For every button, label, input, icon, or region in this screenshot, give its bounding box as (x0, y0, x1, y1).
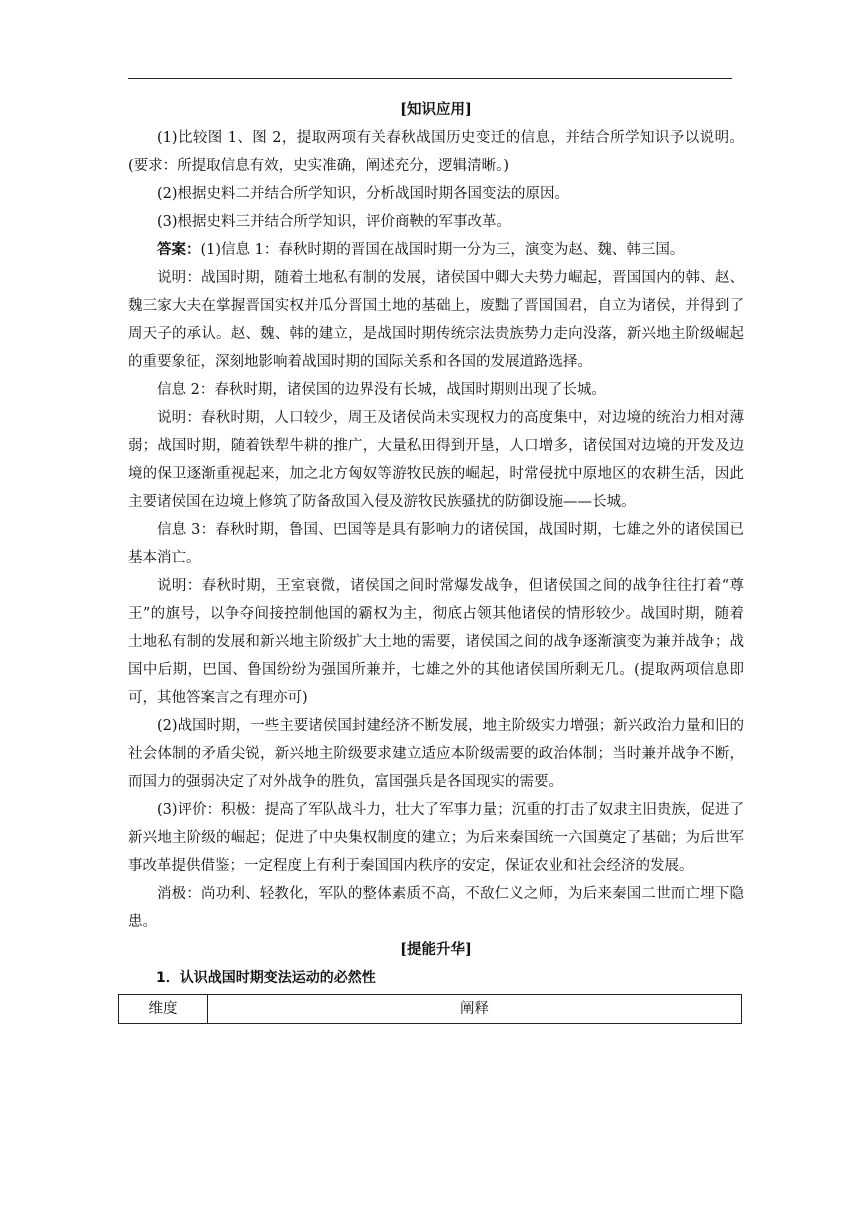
table-header-row (119, 995, 742, 1024)
question-2: (2)根据史料二并结合所学知识，分析战国时期各国变法的原因。 (157, 186, 570, 202)
answer-info-1 (128, 236, 744, 264)
question-3: (3)根据史料三并结合所学知识，评价商鞅的军事改革。 (157, 214, 512, 230)
dimension-table (118, 994, 742, 1024)
subheading-1: 1．认识战国时期变法运动的必然性 (156, 970, 376, 986)
section-heading-knowledge-application: [知识应用] (400, 101, 472, 118)
answer-info-1-text: (1)信息 1：春秋时期的晋国在战国时期一分为三，演变为赵、魏、韩三国。 (200, 242, 685, 258)
table-header-dimension: 维度 (119, 995, 208, 1024)
explanation-1: 说明：战国时期，随着土地私有制的发展，诸侯国中卿大夫势力崛起，晋国国内的韩、赵、魏三家大夫在掌握晋国实权并瓜分晋国土地的基础上，废黜了晋国国君，自立为诸侯，并得到了周天子的承认。赵、魏、韩的建立，是战国时期传统宗法贵族势力走向没落，新兴地主阶级崛起的重要象征，深刻地影响着战国时期的国际关系和各国的发展道路选择。 (128, 270, 744, 370)
answer-3-positive: (3)评价：积极：提高了军队战斗力，壮大了军事力量；沉重的打击了奴隶主旧贵族，促进了新兴地主阶级的崛起；促进了中央集权制度的建立；为后来秦国统一六国奠定了基础；为后世军事改革提供借鉴；一定程度上有利于秦国国内秩序的安定，保证农业和社会经济的发展。 (128, 802, 744, 874)
section-heading-ability-improvement: [提能升华] (400, 941, 472, 958)
table-header-explanation: 阐释 (208, 995, 742, 1024)
answer-label: 答案： (157, 241, 201, 258)
question-1: (1)比较图 1、图 2，提取两项有关春秋战国历史变迁的信息，并结合所学知识予以说明。(要求：所提取信息有效，史实准确，阐述充分，逻辑清晰。) (128, 130, 744, 174)
page-content (128, 96, 744, 1024)
answer-3-negative: 消极：尚功利、轻教化，军队的整体素质不高，不敌仁义之师，为后来秦国二世而亡埋下隐患。 (128, 886, 744, 930)
info-3: 信息 3：春秋时期，鲁国、巴国等是具有影响力的诸侯国，战国时期，七雄之外的诸侯国已基本消亡。 (128, 522, 744, 566)
explanation-2: 说明：春秋时期，人口较少，周王及诸侯尚未实现权力的高度集中，对边境的统治力相对薄弱；战国时期，随着铁犁牛耕的推广，大量私田得到开垦，人口增多，诸侯国对边境的开发及边境的保卫逐渐重视起来，加之北方匈奴等游牧民族的崛起，时常侵扰中原地区的农耕生活，因此主要诸侯国在边境上修筑了防备敌国入侵及游牧民族骚扰的防御设施——长城。 (128, 410, 744, 510)
header-rule (128, 78, 732, 79)
info-2: 信息 2：春秋时期，诸侯国的边界没有长城，战国时期则出现了长城。 (157, 382, 606, 398)
answer-2: (2)战国时期，一些主要诸侯国封建经济不断发展，地主阶级实力增强；新兴政治力量和旧的社会体制的矛盾尖锐，新兴地主阶级要求建立适应本阶级需要的政治体制；当时兼并战争不断，而国力的强弱决定了对外战争的胜负，富国强兵是各国现实的需要。 (128, 718, 744, 790)
explanation-3: 说明：春秋时期，王室衰微，诸侯国之间时常爆发战争，但诸侯国之间的战争往往打着“尊王”的旗号，以争夺间接控制他国的霸权为主，彻底占领其他诸侯的情形较少。战国时期，随着土地私有制的发展和新兴地主阶级扩大土地的需要，诸侯国之间的战争逐渐演变为兼并战争；战国中后期，巴国、鲁国纷纷为强国所兼并，七雄之外的其他诸侯国所剩无几。(提取两项信息即可，其他答案言之有理亦可) (128, 578, 744, 706)
